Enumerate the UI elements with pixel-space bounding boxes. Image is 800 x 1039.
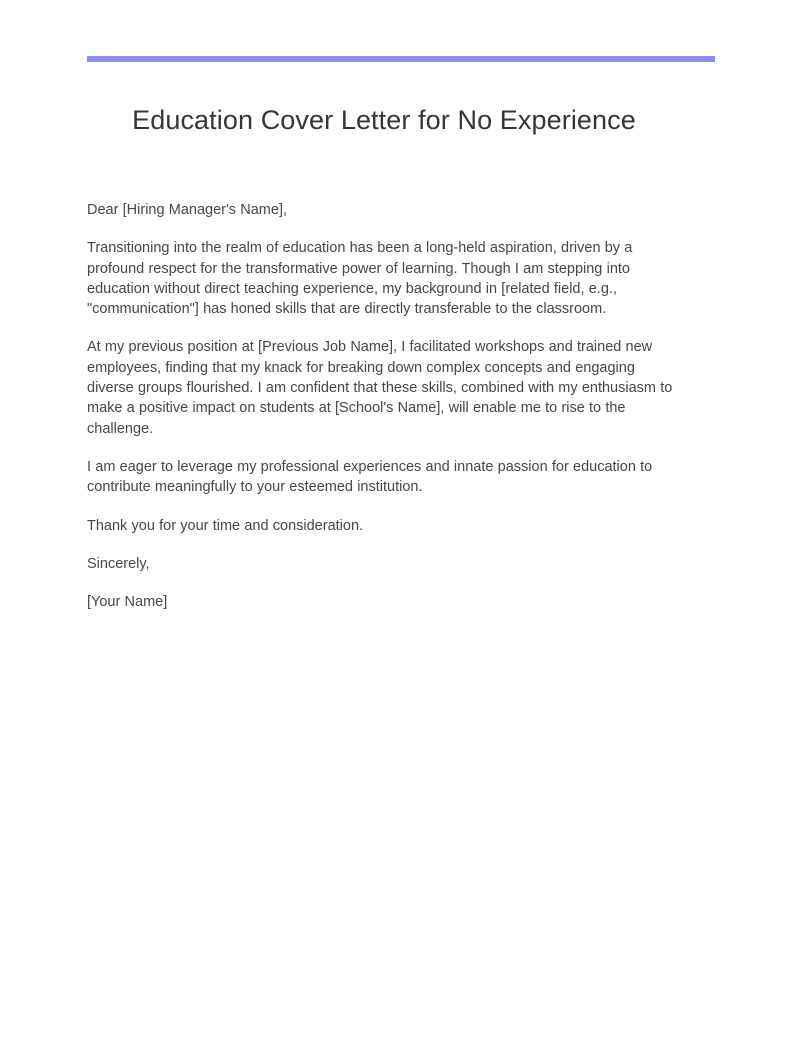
closing-line: Sincerely, xyxy=(87,555,150,572)
thank-you-line: Thank you for your time and consideration. xyxy=(87,517,364,534)
page-title: Education Cover Letter for No Experience xyxy=(132,105,636,135)
signature-line: [Your Name] xyxy=(87,594,168,611)
salutation: Dear [Hiring Manager's Name], xyxy=(87,202,287,218)
paragraph-1: Transitioning into the realm of education has been a long-held aspiration, driven by a profound respect for the transformative power of learning. Though I am stepping into education without direct teaching experience, my background in [related field, e.g., "communication"] has honed skills that are directly transferable to the classroom. xyxy=(87,240,633,318)
paragraph-3: I am eager to leverage my professional experiences and innate passion for education to contribute meaningfully to your esteemed institution. xyxy=(87,458,653,496)
header-accent-bar xyxy=(87,56,715,62)
paragraph-2: At my previous position at [Previous Job Name], I facilitated workshops and trained new employees, finding that my knack for breaking down complex concepts and engaging diverse groups flourished. I am confident that these skills, combined with my enthusiasm to make a positive impact on students at [School's Name], will enable me to rise to the challenge. xyxy=(87,339,673,437)
letter-body xyxy=(87,200,679,612)
